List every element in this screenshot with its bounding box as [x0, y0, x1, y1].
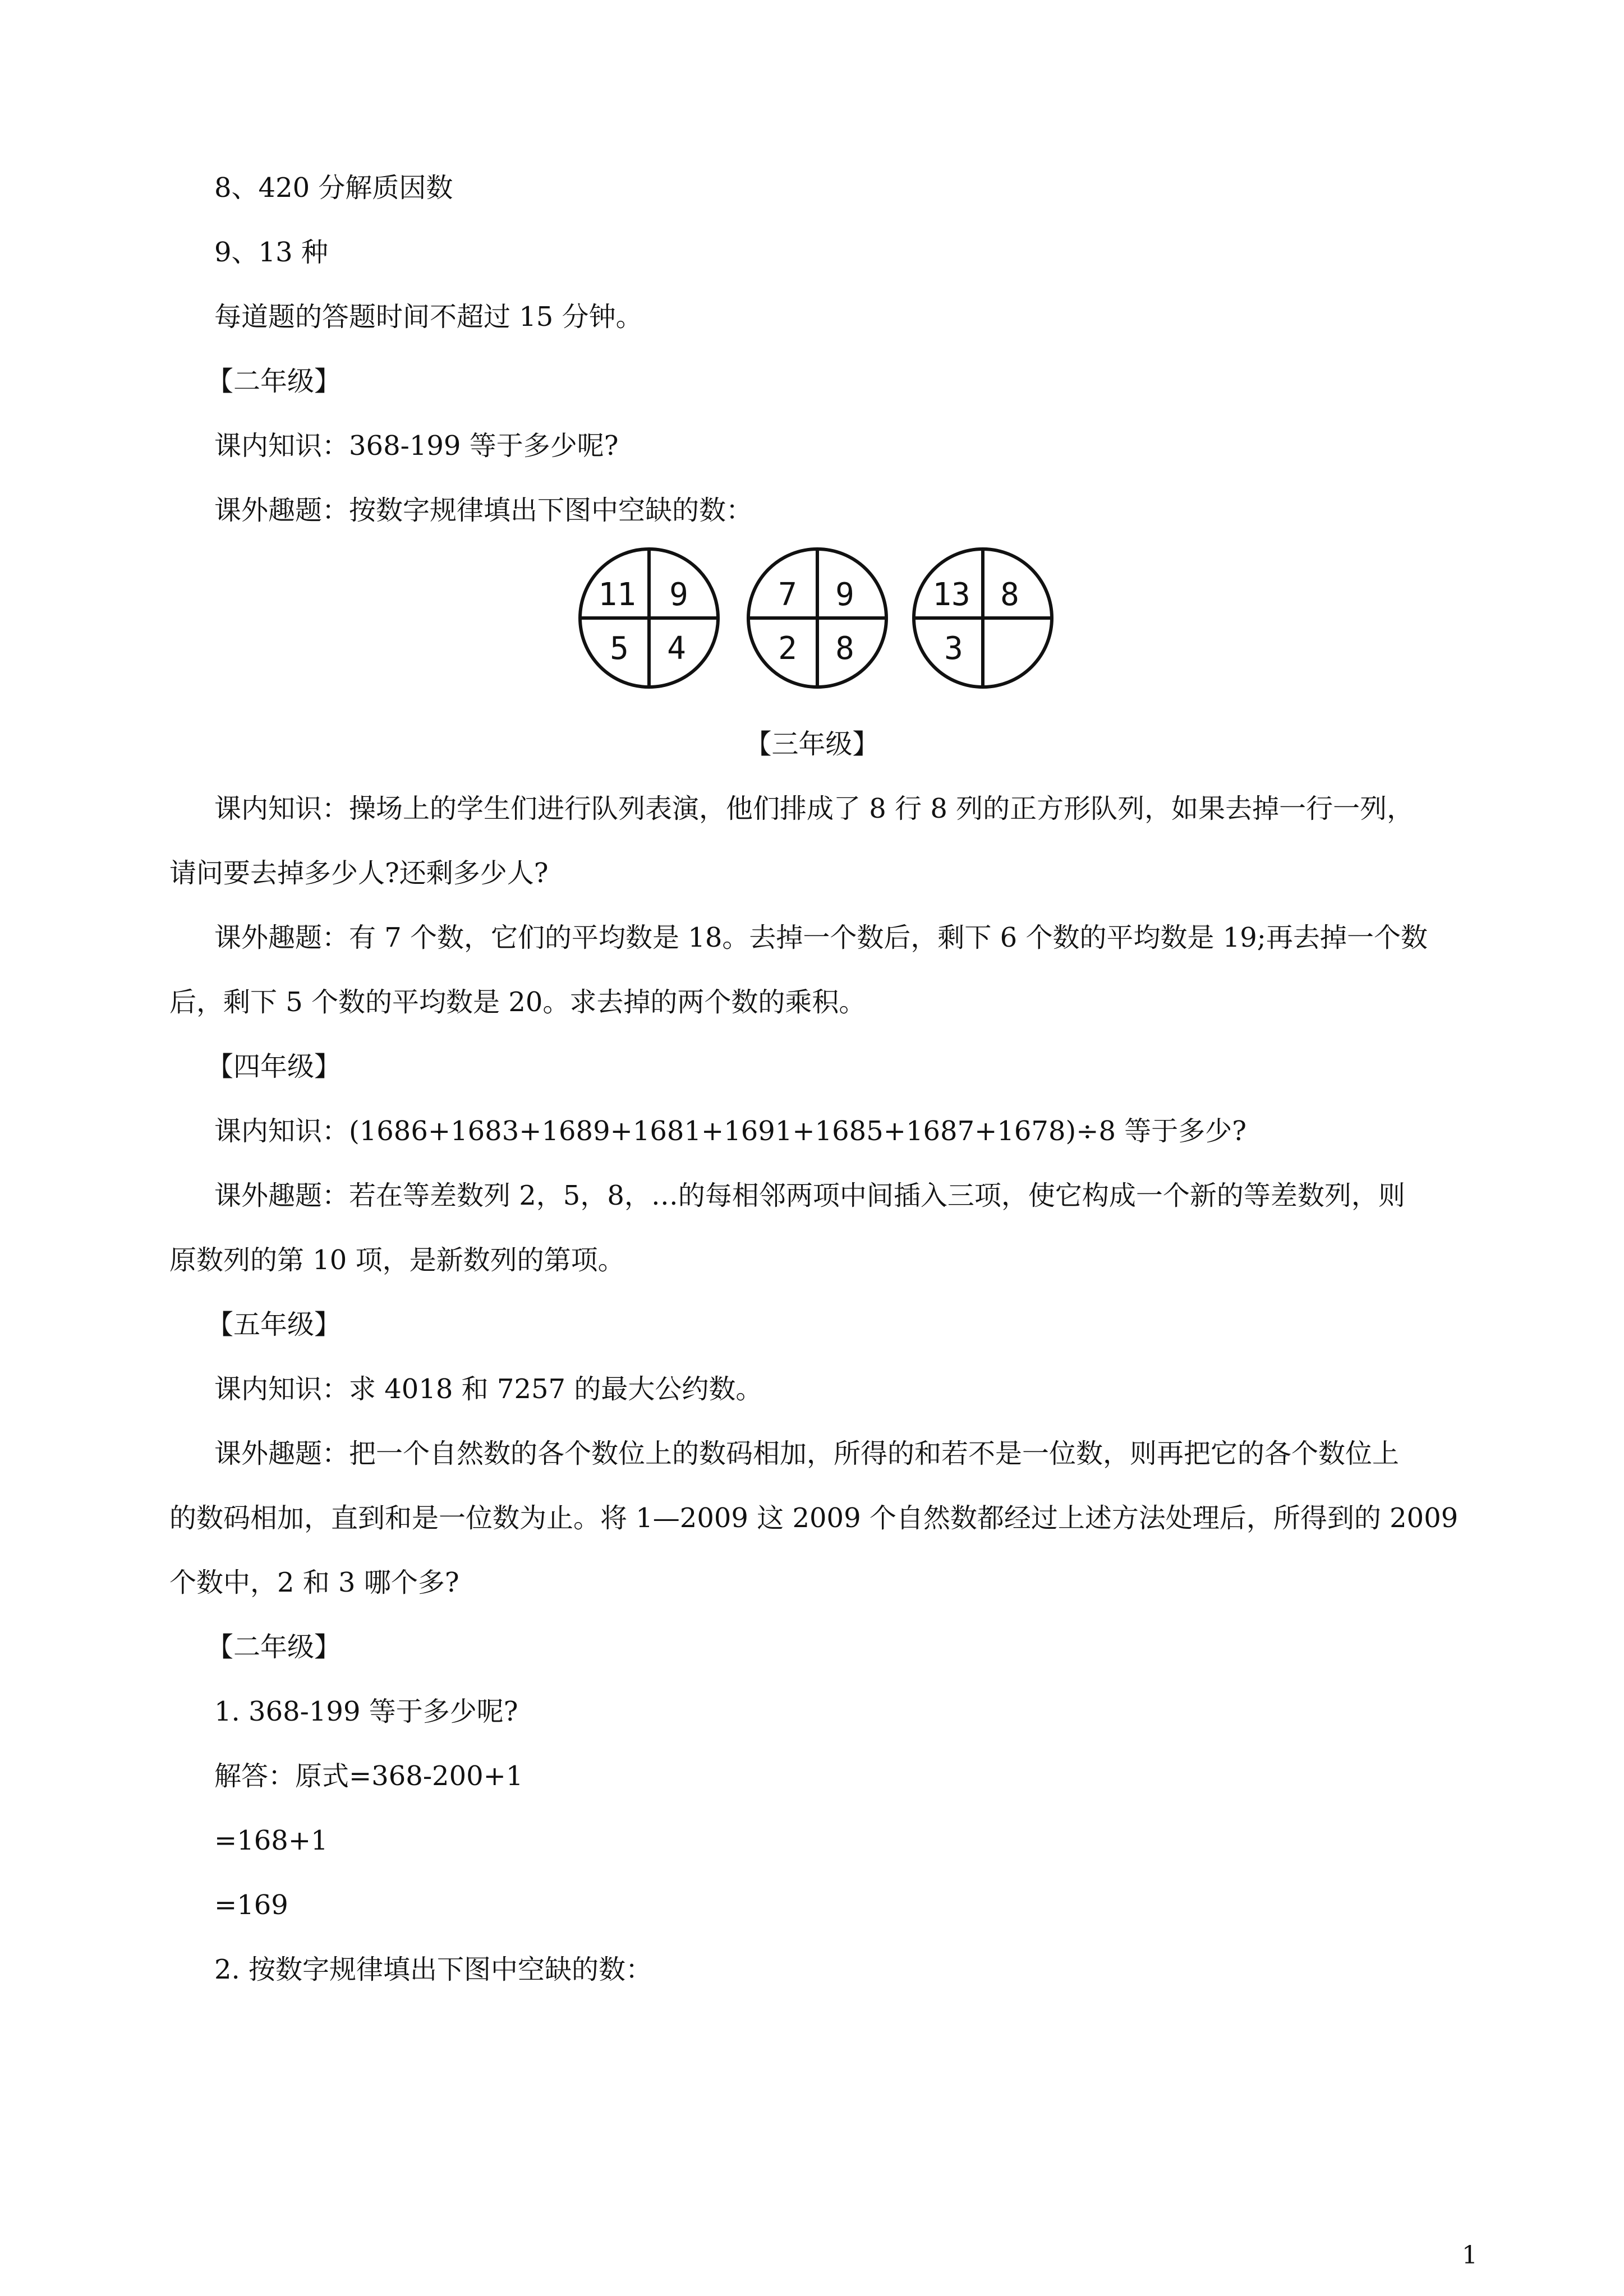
grade4-puzzle-line2: 原数列的第 10 项，是新数列的第项。 — [169, 1244, 625, 1276]
answer-solution: 解答：原式=368-200+1 — [214, 1760, 523, 1792]
circle-1-bottom-right: 4 — [667, 630, 686, 667]
grade4-puzzle-line1: 课外趣题：若在等差数列 2，5，8，…的每相邻两项中间插入三项，使它构成一个新的等差数列，则 — [214, 1180, 1405, 1211]
circle-1-top-left: 11 — [598, 577, 636, 613]
grade4-header: 【四年级】 — [206, 1051, 342, 1082]
grade5-classroom: 课内知识：求 4018 和 7257 的最大公约数。 — [214, 1373, 763, 1405]
grade3-puzzle-line2: 后，剩下 5 个数的平均数是 20。求去掉的两个数的乘积。 — [169, 986, 866, 1018]
answer-step1: =168+1 — [214, 1825, 328, 1856]
circle-2-top-right: 9 — [835, 577, 854, 613]
grade3-classroom-line2: 请问要去掉多少人?还剩多少人? — [169, 857, 549, 889]
grade4-classroom: 课内知识：(1686+1683+1689+1681+1691+1685+1687+1678)÷8 等于多少? — [214, 1115, 1246, 1147]
line-prime-factor: 8、420 分解质因数 — [214, 172, 453, 204]
puzzle-circle-1 — [580, 549, 718, 687]
grade2-classroom: 课内知识：368-199 等于多少呢? — [214, 430, 619, 462]
answer-step2: =169 — [214, 1889, 288, 1921]
answer-q1: 1. 368-199 等于多少呢? — [214, 1696, 518, 1727]
grade5-header: 【五年级】 — [206, 1309, 342, 1340]
puzzle-circle-3 — [914, 549, 1052, 687]
circle-3-top-left: 13 — [932, 577, 970, 613]
page-number: 1 — [1462, 2241, 1478, 2270]
grade2-puzzle: 课外趣题：按数字规律填出下图中空缺的数： — [214, 495, 753, 526]
circle-puzzle-figure — [0, 547, 1624, 698]
grade5-puzzle-line1: 课外趣题：把一个自然数的各个数位上的数码相加，所得的和若不是一位数，则再把它的各个数位上 — [214, 1438, 1400, 1469]
puzzle-circle-2 — [748, 549, 886, 687]
line-time-limit: 每道题的答题时间不超过 15 分钟。 — [214, 301, 643, 333]
grade3-puzzle-line1: 课外趣题：有 7 个数，它们的平均数是 18。去掉一个数后，剩下 6 个数的平均数是 19;再去掉一个数 — [214, 922, 1428, 953]
circle-3-top-right: 8 — [1000, 577, 1019, 613]
circle-1-top-right: 9 — [669, 577, 688, 613]
grade3-classroom-line1: 课内知识：操场上的学生们进行队列表演，他们排成了 8 行 8 列的正方形队列，如果去掉一行一列， — [214, 793, 1414, 824]
answer-q2: 2. 按数字规律填出下图中空缺的数： — [214, 1954, 653, 1985]
answers-grade2-header: 【二年级】 — [206, 1631, 342, 1663]
circle-puzzle-svg — [0, 547, 1624, 698]
grade2-header: 【二年级】 — [206, 366, 342, 397]
circle-2-bottom-right: 8 — [835, 630, 854, 667]
circle-3-bottom-left: 3 — [944, 630, 963, 667]
circle-2-top-left: 7 — [778, 577, 797, 613]
grade5-puzzle-line2: 的数码相加，直到和是一位数为止。将 1—2009 这 2009 个自然数都经过上述方法处理后，所得到的 2009 — [169, 1502, 1459, 1534]
grade5-puzzle-line3: 个数中，2 和 3 哪个多? — [169, 1567, 459, 1598]
circle-1-bottom-left: 5 — [610, 630, 629, 667]
circle-2-bottom-left: 2 — [778, 630, 797, 667]
line-13-kinds: 9、13 种 — [214, 237, 328, 268]
grade3-header: 【三年级】 — [744, 729, 880, 760]
